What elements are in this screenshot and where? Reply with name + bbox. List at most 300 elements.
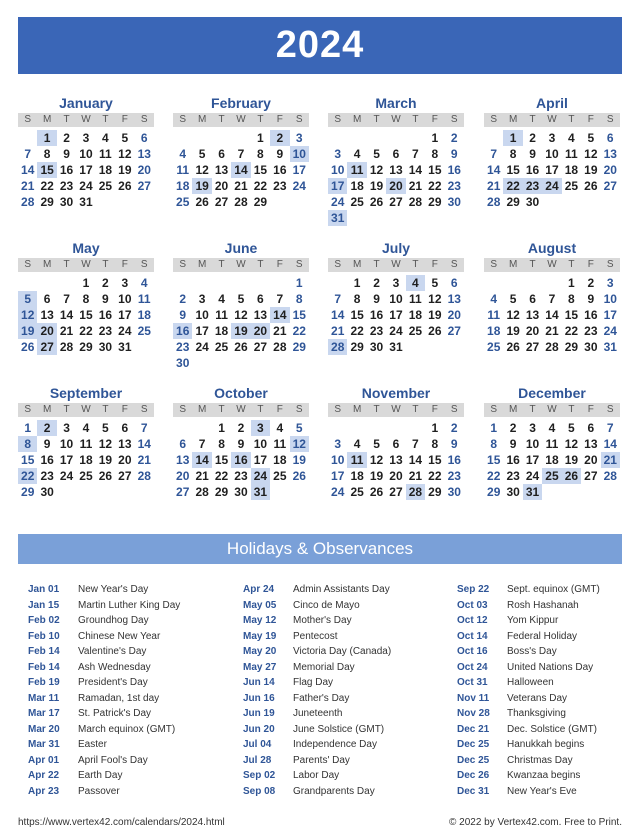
day-cell: 24 [603,324,617,338]
holiday-row [243,629,391,645]
day-cell: 4 [568,131,575,145]
holiday-name: Yom Kippur [507,615,559,626]
day-cell: 11 [545,437,559,451]
day-cell: 13 [137,147,151,161]
holiday-name: Labor Day [293,770,340,781]
holiday-date: Jun 16 [243,692,275,704]
day-cell: 28 [487,195,501,209]
day-cell: 11 [215,308,228,322]
day-cell: 27 [525,340,540,354]
day-cell: 25 [487,340,501,354]
day-cell: 30 [40,485,54,499]
holiday-row [243,768,391,784]
day-cell: 2 [529,131,536,145]
day-cell: 8 [257,147,264,161]
holiday-name: Ramadan, 1st day [78,692,160,704]
day-cell: 11 [79,437,93,451]
day-cell: 1 [82,276,90,290]
day-cell: 27 [389,485,403,499]
empty-cell [347,420,366,436]
holidays-column [243,582,391,799]
day-cell: 20 [389,469,403,483]
day-cell: 12 [428,292,442,306]
day-cell: 26 [506,340,520,354]
day-cell: 29 [428,195,442,209]
day-cell: 8 [431,437,439,451]
day-cell: 24 [59,469,74,483]
holiday-name: Admin Assistants Day [293,584,390,595]
day-cell: 14 [331,308,345,322]
day-cell: 24 [251,468,270,484]
day-grid [484,420,620,500]
day-cell: 9 [450,437,458,451]
day-cell: 22 [253,179,268,193]
day-cell: 25 [564,179,579,193]
weekday-label: S [334,259,342,270]
holiday-row [28,582,180,598]
empty-cell [173,130,192,146]
holiday-row [28,629,180,645]
day-cell: 5 [18,291,37,307]
day-cell: 17 [328,178,347,194]
day-cell: 3 [548,131,556,145]
day-cell: 22 [564,324,579,338]
day-cell: 16 [447,163,461,177]
weekday-label: F [431,114,438,125]
holiday-name: Sept. equinox (GMT) [507,584,600,595]
holiday-name: Ash Wednesday [78,661,151,673]
day-cell: 12 [234,308,248,322]
weekday-header [173,258,309,272]
weekday-label: M [352,259,362,270]
day-cell: 23 [234,469,248,483]
day-grid [18,420,154,500]
day-cell: 26 [369,485,384,499]
day-cell: 5 [121,131,129,145]
day-cell: 23 [40,469,54,483]
day-cell: 11 [487,308,501,322]
day-cell: 17 [545,163,559,177]
day-cell: 23 [447,179,461,193]
day-cell: 7 [63,292,70,306]
day-cell: 3 [251,420,270,436]
day-cell: 19 [506,324,520,338]
day-cell: 16 [584,308,598,322]
holiday-name: St. Patrick's Day [78,708,152,719]
holiday-name: Groundhog Day [78,615,149,626]
day-cell: 17 [603,308,617,322]
holiday-date: Nov 11 [457,692,490,704]
day-cell: 15 [350,308,364,322]
day-cell: 12 [290,436,309,452]
weekday-label: M [42,404,52,415]
holiday-row [457,768,600,784]
day-cell: 6 [140,131,148,145]
day-cell: 4 [353,437,361,451]
holiday-row [243,644,391,660]
day-cell: 13 [389,163,403,177]
day-cell: 27 [253,340,268,354]
day-cell: 6 [606,131,614,145]
holiday-date: Sep 02 [243,770,276,781]
day-cell: 10 [79,147,93,161]
day-cell: 2 [509,421,517,435]
day-cell: 29 [214,485,229,499]
day-cell: 11 [347,162,366,178]
day-cell: 18 [487,324,501,338]
day-cell: 6 [587,421,595,435]
day-cell: 8 [18,436,37,452]
weekday-label: T [257,114,264,125]
day-cell: 21 [195,469,209,483]
holidays-column [457,582,600,799]
day-cell: 10 [290,146,309,162]
day-cell: 14 [545,308,559,322]
day-cell: 26 [98,469,113,483]
holiday-row [243,753,391,769]
weekday-label: T [218,404,225,415]
day-cell: 20 [251,323,270,339]
day-cell: 12 [564,437,579,451]
holiday-date: Mar 11 [28,692,60,704]
day-grid [328,275,464,355]
empty-cell [406,130,425,146]
weekday-label: M [352,404,362,415]
holiday-date: Feb 14 [28,661,60,673]
day-cell: 31 [603,340,617,354]
day-cell: 23 [273,179,287,193]
day-cell: 6 [529,292,536,306]
day-cell: 25 [176,195,190,209]
day-cell: 12 [98,437,113,451]
day-cell: 6 [218,147,225,161]
day-cell: 4 [218,292,225,306]
day-cell: 24 [525,469,540,483]
holiday-date: Dec 26 [457,770,490,781]
day-cell: 4 [276,421,284,435]
weekday-header [18,403,154,417]
day-cell: 11 [273,437,287,451]
weekday-label: T [218,114,225,125]
empty-cell [367,420,386,436]
day-cell: 3 [606,276,614,290]
year-banner: 2024 [18,17,622,74]
holiday-row [28,737,180,753]
day-cell: 1 [37,130,56,146]
weekday-label: W [236,404,246,415]
day-cell: 28 [137,469,151,483]
day-cell: 5 [198,147,206,161]
weekday-label: T [257,404,264,415]
day-cell: 19 [192,178,211,194]
day-cell: 25 [408,324,423,338]
day-grid [484,130,620,210]
holiday-name: March equinox (GMT) [78,723,176,735]
holiday-name: Thanksgiving [507,708,566,719]
day-cell: 28 [273,340,287,354]
holiday-date: Dec 25 [457,739,490,750]
weekday-label: W [236,114,246,125]
day-cell: 14 [603,437,617,451]
holiday-row [28,598,180,614]
day-cell: 3 [63,421,70,435]
empty-cell [251,275,270,291]
holiday-date: Jun 20 [243,723,275,735]
holiday-row [457,784,600,800]
day-cell: 16 [447,453,461,467]
day-cell: 11 [409,292,422,306]
weekday-label: S [334,404,342,415]
day-cell: 14 [192,452,211,468]
month-name: April [536,95,568,111]
empty-cell [328,275,347,291]
holiday-row [457,598,600,614]
holiday-row [457,582,600,598]
holiday-row [28,691,180,707]
day-cell: 21 [137,453,151,467]
day-cell: 27 [137,179,151,193]
holiday-name: Pentecost [293,630,338,642]
day-cell: 19 [369,179,384,193]
holiday-date: Oct 31 [457,677,488,688]
day-cell: 10 [253,437,268,451]
holiday-date: Jul 04 [243,739,272,750]
empty-cell [386,420,405,436]
day-cell: 7 [412,147,419,161]
weekday-label: S [295,114,303,125]
day-cell: 9 [587,292,595,306]
weekday-label: T [412,114,419,125]
month-november [328,385,464,500]
day-cell: 9 [63,147,70,161]
day-cell: 4 [82,421,90,435]
day-cell: 8 [509,147,517,161]
day-cell: 23 [59,179,74,193]
weekday-label: M [508,114,518,125]
day-cell: 7 [237,147,245,161]
weekday-label: S [606,259,614,270]
day-cell: 4 [179,147,187,161]
weekday-header [18,258,154,272]
month-july [328,240,464,355]
day-cell: 7 [198,437,206,451]
day-cell: 24 [542,178,561,194]
month-name: June [224,240,258,256]
holidays-header: Holidays & Observances [18,534,622,564]
holiday-date: Dec 21 [457,723,490,735]
holiday-date: Jan 01 [28,584,60,595]
day-cell: 5 [102,421,109,435]
holiday-row [457,644,600,660]
weekday-label: T [373,259,380,270]
day-cell: 8 [490,437,498,451]
day-cell: 29 [79,340,93,354]
weekday-label: F [121,114,128,125]
day-cell: 26 [21,340,35,354]
day-cell: 9 [43,437,51,451]
empty-cell [231,130,250,146]
day-cell: 20 [603,163,617,177]
day-cell: 1 [353,276,361,290]
month-name: March [375,95,417,111]
holiday-name: Independence Day [293,739,377,750]
day-cell: 18 [545,453,559,467]
day-cell: 18 [408,308,423,322]
holiday-name: President's Day [78,677,148,688]
day-cell: 24 [195,340,209,354]
holiday-date: Mar 20 [28,723,60,735]
day-cell: 5 [568,421,575,435]
weekday-label: T [568,259,575,270]
day-cell: 10 [331,163,345,177]
day-cell: 7 [606,421,614,435]
empty-cell [484,130,503,146]
holiday-name: Earth Day [78,770,123,781]
day-cell: 23 [523,178,542,194]
day-cell: 1 [218,421,225,435]
day-cell: 12 [118,147,132,161]
holiday-row [28,768,180,784]
holiday-date: Oct 16 [457,646,488,657]
day-cell: 14 [137,437,151,451]
day-cell: 15 [37,162,56,178]
holiday-name: Christmas Day [507,754,573,766]
empty-cell [37,275,56,291]
weekday-label: M [197,404,207,415]
day-cell: 5 [587,131,595,145]
day-cell: 2 [450,131,458,145]
day-cell: 24 [118,324,132,338]
day-cell: 31 [389,340,403,354]
holiday-date: Feb 14 [28,646,60,657]
day-cell: 18 [79,453,93,467]
weekday-header [484,403,620,417]
holiday-row [243,691,391,707]
day-cell: 2 [63,131,70,145]
weekday-label: T [102,114,109,125]
day-cell: 21 [601,452,620,468]
holiday-date: Mar 17 [28,708,60,719]
weekday-label: F [276,404,283,415]
weekday-header [484,258,620,272]
holiday-date: May 05 [243,599,277,611]
holiday-row [28,784,180,800]
day-cell: 15 [428,453,442,467]
day-cell: 19 [369,469,384,483]
day-cell: 15 [214,453,229,467]
day-cell: 30 [447,485,461,499]
day-cell: 9 [102,292,109,306]
holiday-row [28,675,180,691]
weekday-label: T [102,259,109,270]
footer-url[interactable]: https://www.vertex42.com/calendars/2024.html [18,817,225,828]
holiday-name: Memorial Day [293,661,355,673]
day-cell: 2 [102,276,109,290]
day-cell: 6 [392,437,400,451]
holiday-date: Jun 19 [243,708,275,719]
holiday-name: Easter [78,739,107,750]
day-cell: 6 [121,421,129,435]
day-cell: 28 [406,484,425,500]
day-cell: 29 [487,485,501,499]
weekday-label: T [568,114,575,125]
empty-cell [484,275,503,291]
day-cell: 21 [273,324,287,338]
holiday-row [28,613,180,629]
day-cell: 22 [18,468,37,484]
empty-cell [173,420,192,436]
day-cell: 26 [292,469,306,483]
weekday-header [328,113,464,127]
day-cell: 3 [121,276,129,290]
weekday-label: T [257,259,264,270]
weekday-label: F [276,259,283,270]
weekday-label: W [391,259,401,270]
day-cell: 7 [490,147,498,161]
day-cell: 5 [373,437,380,451]
day-cell: 26 [118,179,132,193]
day-cell: 5 [431,276,439,290]
day-cell: 15 [564,308,579,322]
empty-cell [523,275,542,291]
day-cell: 12 [195,163,209,177]
holiday-name: Boss's Day [507,646,557,657]
day-cell: 8 [218,437,225,451]
day-cell: 11 [347,452,366,468]
day-cell: 24 [79,179,93,193]
weekday-label: S [24,114,32,125]
day-cell: 28 [408,195,423,209]
day-cell: 15 [253,163,268,177]
holiday-row [243,784,391,800]
day-cell: 22 [428,469,442,483]
holiday-row [28,706,180,722]
day-cell: 19 [18,323,37,339]
day-cell: 7 [412,437,419,451]
day-cell: 13 [389,453,403,467]
day-cell: 25 [350,485,364,499]
day-cell: 18 [176,179,190,193]
holiday-date: Jun 14 [243,677,275,688]
holiday-date: Sep 22 [457,584,490,595]
holiday-date: Dec 25 [457,754,490,766]
weekday-header [173,403,309,417]
day-cell: 9 [373,292,380,306]
day-cell: 13 [584,437,598,451]
holiday-name: Valentine's Day [78,646,147,657]
holiday-row [457,706,600,722]
day-cell: 14 [59,308,74,322]
day-cell: 20 [37,323,56,339]
holiday-name: Veterans Day [507,692,568,704]
day-cell: 29 [564,340,579,354]
holiday-date: Apr 24 [243,584,275,595]
holiday-row [457,737,600,753]
day-cell: 20 [584,453,598,467]
day-cell: 3 [82,131,90,145]
month-march [328,95,464,226]
weekday-label: M [42,114,52,125]
day-cell: 8 [353,292,361,306]
day-cell: 20 [525,324,540,338]
empty-cell [231,275,250,291]
holiday-date: Feb 10 [28,630,60,642]
holiday-name: April Fool's Day [78,754,148,766]
day-cell: 4 [102,131,109,145]
holiday-name: Mother's Day [293,615,352,626]
day-cell: 28 [328,339,347,355]
day-grid [484,275,620,355]
